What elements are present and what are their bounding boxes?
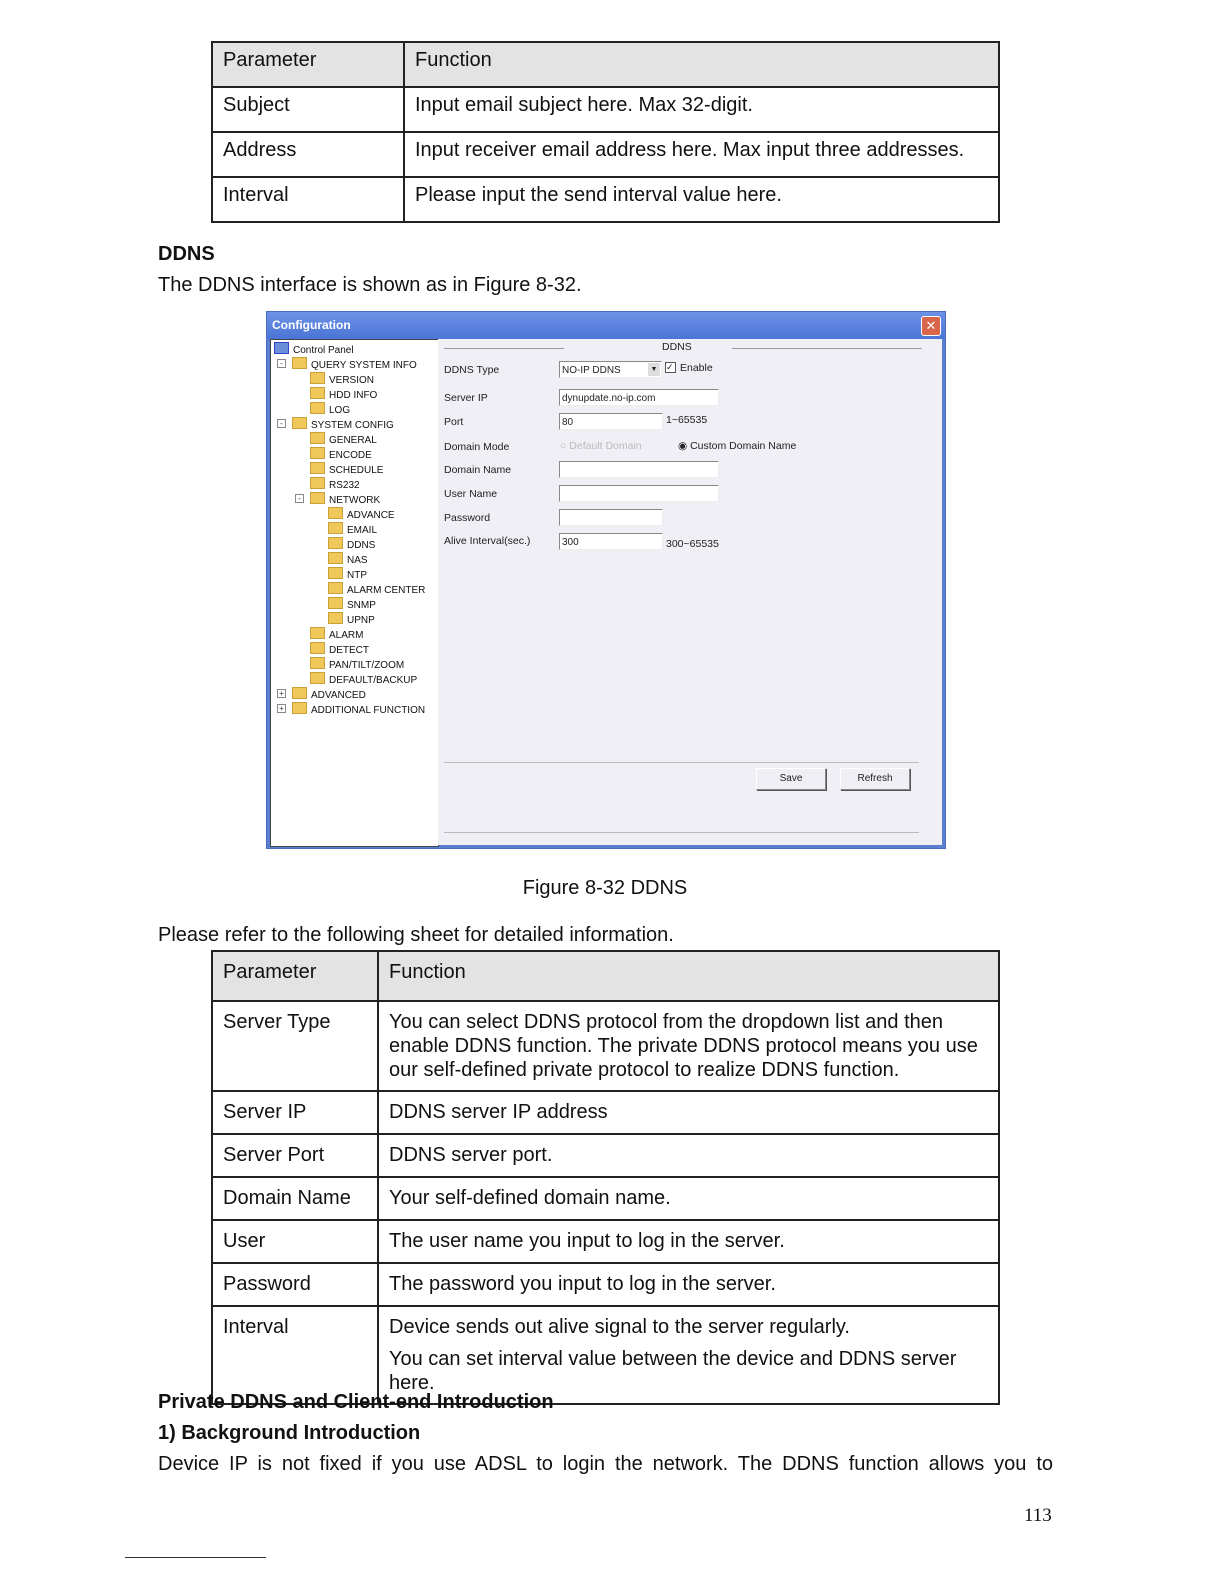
tree-item-label: DEFAULT/BACKUP [329,675,418,686]
intro-text: The DDNS interface is shown as in Figure 8-32. [158,274,582,296]
folder-icon [328,597,343,609]
tree-item[interactable] [328,537,375,551]
param-cell: Address [212,132,404,177]
tree-item-label: UPNP [347,615,375,626]
param-cell: Server Port [212,1134,378,1177]
enable-label: Enable [680,362,713,374]
folder-icon [292,417,307,429]
folder-icon [292,702,307,714]
folder-icon [328,537,343,549]
port-range: 1~65535 [666,414,708,426]
figure-caption: Figure 8-32 DDNS [522,877,688,899]
function-cell: Input receiver email address here. Max input three addresses. [404,132,999,177]
folder-icon [310,402,325,414]
tree-item[interactable] [310,627,363,641]
folder-icon [310,492,325,504]
tree-item-label: DDNS [347,540,376,551]
param-cell: Interval [212,1306,378,1404]
default-domain-radio[interactable]: ○ Default Domain [560,440,642,452]
heading-background: 1) Background Introduction [158,1422,421,1444]
folder-icon [310,432,325,444]
tree-item-label: EMAIL [347,525,378,536]
tree-item-label: RS232 [329,480,360,491]
param-cell: Domain Name [212,1177,378,1220]
header-cell: Function [404,42,999,87]
function-cell: The password you input to log in the server. [378,1263,999,1306]
folder-icon [310,672,325,684]
tree-item-label: ADVANCED [311,690,366,701]
tree-item[interactable] [274,342,354,356]
title-bar [267,312,945,339]
tree-item[interactable] [328,567,367,581]
configuration-window [266,311,946,849]
tree-item[interactable] [328,522,377,536]
folder-icon [310,387,325,399]
collapse-icon[interactable]: - [277,419,286,428]
tree-item-label: PAN/TILT/ZOOM [329,660,405,671]
folder-icon [328,567,343,579]
refresh-button[interactable]: Refresh [840,768,910,790]
tree-item[interactable] [310,462,383,476]
tree-item[interactable] [310,657,404,671]
tree-item[interactable] [280,357,417,371]
header-cell: Function [378,951,999,1001]
password-input[interactable] [559,509,663,526]
divider [444,832,919,833]
tree-item-label: ENCODE [329,450,372,461]
tree-item[interactable] [310,477,360,491]
folder-icon [292,357,307,369]
tree-item[interactable] [279,702,426,716]
function-cell: Input email subject here. Max 32-digit. [404,87,999,132]
tree-item-label: SYSTEM CONFIG [311,420,394,431]
divider [732,348,922,349]
tree-item[interactable] [279,687,366,701]
function-cell: Your self-defined domain name. [378,1177,999,1220]
tree-item-label: LOG [329,405,351,416]
tree-item[interactable] [310,432,377,446]
domain-name-input[interactable] [559,461,719,478]
user-name-label: User Name [444,488,498,500]
folder-icon [328,522,343,534]
tree-item[interactable] [310,402,350,416]
folder-icon [310,657,325,669]
param-cell: Server IP [212,1091,378,1134]
folder-icon [328,612,343,624]
close-icon[interactable]: ✕ [921,316,941,336]
computer-icon [274,342,289,354]
port-input[interactable]: 80 [559,413,663,430]
collapse-icon[interactable]: - [295,494,304,503]
enable-checkbox[interactable]: ✓ [665,362,676,373]
function-cell: DDNS server IP address [378,1091,999,1134]
custom-domain-label: Custom Domain Name [690,440,797,452]
config-tree [270,339,439,847]
tree-item[interactable] [310,447,372,461]
custom-domain-radio[interactable]: ◉ Custom Domain Name [678,440,797,452]
tree-item[interactable] [328,582,425,596]
folder-icon [292,687,307,699]
function-cell [378,1306,999,1404]
refer-text: Please refer to the following sheet for detailed information. [158,924,674,946]
alive-interval-label: Alive Interval(sec.) [444,535,531,547]
tree-item-label: Control Panel [293,345,354,356]
tree-item-label: SCHEDULE [329,465,384,476]
window-title: Configuration [272,318,351,332]
tree-item[interactable] [310,387,377,401]
param-cell: Subject [212,87,404,132]
alive-range: 300~65535 [666,538,719,550]
tree-item-label: DETECT [329,645,369,656]
folder-icon [328,507,343,519]
tree-item[interactable] [310,372,374,386]
ddns-parameter-table [211,950,1000,1405]
param-cell: Password [212,1263,378,1306]
password-label: Password [444,512,491,524]
tree-item[interactable] [328,597,376,611]
heading-private-ddns: Private DDNS and Client-end Introduction [158,1391,554,1413]
tree-item-label: NTP [347,570,367,581]
tree-item-label: VERSION [329,375,375,386]
tree-item-label: QUERY SYSTEM INFO [311,360,417,371]
expand-icon[interactable]: + [277,689,286,698]
tree-item-label: ADVANCE [347,510,395,521]
ddns-type-label: DDNS Type [444,364,500,376]
folder-icon [328,582,343,594]
user-name-input[interactable] [559,485,719,502]
chevron-down-icon: ▼ [648,363,660,376]
tree-item[interactable] [328,612,375,626]
tree-item-label: NETWORK [329,495,381,506]
folder-icon [310,627,325,639]
email-parameter-table [211,41,1000,223]
folder-icon [310,477,325,489]
param-cell: Server Type [212,1001,378,1091]
tree-item-label: SNMP [347,600,376,611]
function-cell: DDNS server port. [378,1134,999,1177]
tree-item[interactable] [280,417,394,431]
panel-title: DDNS [662,341,692,353]
tree-item-label: ALARM [329,630,364,641]
body-paragraph: Device IP is not fixed if you use ADSL to login the network. The DDNS function allows you to [158,1453,1053,1475]
collapse-icon[interactable]: - [277,359,286,368]
param-cell: Interval [212,177,404,222]
tree-item[interactable] [328,507,395,521]
function-cell: The user name you input to log in the server. [378,1220,999,1263]
section-title: DDNS [158,243,215,265]
alive-interval-input[interactable]: 300 [559,533,663,550]
folder-icon [310,642,325,654]
tree-item-label: ALARM CENTER [347,585,426,596]
folder-icon [328,552,343,564]
footnote-rule [125,1557,266,1558]
function-cell: You can select DDNS protocol from the dropdown list and then enable DDNS function. The private DDNS protocol means you use our self-defined private protocol to realize DDNS function. [378,1001,999,1091]
save-button[interactable]: Save [756,768,826,790]
tree-item-label: HDD INFO [329,390,378,401]
ddns-type-select[interactable] [559,361,662,378]
domain-name-label: Domain Name [444,464,512,476]
function-line: You can set interval value between the device and DDNS server here. [389,1348,957,1394]
expand-icon[interactable]: + [277,704,286,713]
ddns-type-value: NO-IP DDNS [562,365,621,376]
tree-item[interactable] [310,672,417,686]
tree-item-label: ADDITIONAL FUNCTION [311,705,426,716]
folder-icon [310,372,325,384]
server-ip-input[interactable]: dynupdate.no-ip.com [559,389,719,406]
function-cell: Please input the send interval value here. [404,177,999,222]
divider [444,762,919,763]
ddns-panel [438,339,942,845]
folder-icon [310,447,325,459]
function-line: Device sends out alive signal to the server regularly. [389,1316,850,1338]
folder-icon [310,462,325,474]
default-domain-label: Default Domain [569,440,642,452]
divider [444,348,564,349]
domain-mode-label: Domain Mode [444,441,510,453]
header-cell: Parameter [212,42,404,87]
header-cell: Parameter [212,951,378,1001]
page-number: 113 [1024,1505,1052,1526]
tree-item-label: GENERAL [329,435,377,446]
server-ip-label: Server IP [444,392,488,404]
port-label: Port [444,416,464,428]
tree-item-label: NAS [347,555,368,566]
tree-item[interactable] [310,642,369,656]
param-cell: User [212,1220,378,1263]
tree-item[interactable] [298,492,381,506]
tree-item[interactable] [328,552,368,566]
